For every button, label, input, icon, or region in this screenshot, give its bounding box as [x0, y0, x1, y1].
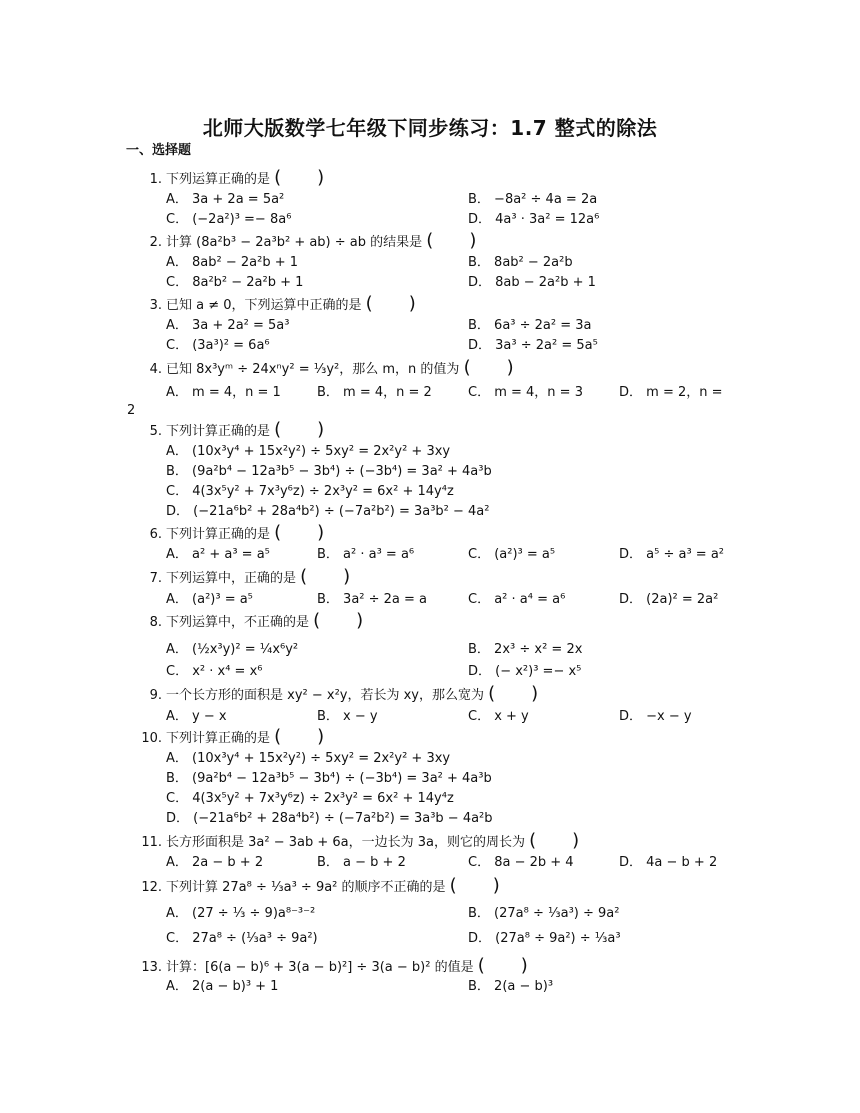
question-stem: 下列运算中，正确的是	[166, 571, 297, 586]
option-c: C． (a²)³ = a⁵	[468, 547, 556, 562]
answer-blank: ( )	[300, 566, 351, 587]
option-c: C． 4(3x⁵y² + 7x³y⁶z) ÷ 2x³y² = 6x² + 14y⁴z	[166, 484, 454, 499]
option-a: A． (a²)³ = a⁵	[166, 592, 253, 607]
question-stem: 下列计算正确的是	[166, 527, 271, 542]
question-stem: 下列计算正确的是	[166, 731, 271, 746]
question-13: 13. 计算：[6(a − b)⁶ + 3(a − b)²] ÷ 3(a − b)² 的值是 ( )	[141, 955, 528, 976]
question-9: 9. 一个长方形的面积是 xy² − x²y，若长为 xy，那么宽为 ( )	[149, 683, 539, 704]
option-c: C． a² · a⁴ = a⁶	[468, 592, 566, 607]
question-stem: 计算：[6(a − b)⁶ + 3(a − b)²] ÷ 3(a − b)² 的值是	[166, 960, 474, 975]
option-a: A． 8ab² − 2a²b + 1	[166, 255, 299, 270]
option-d: D． a⁵ ÷ a³ = a²	[619, 547, 724, 562]
option-c: C． 8a²b² − 2a²b + 1	[166, 275, 304, 290]
question-stem: 一个长方形的面积是 xy² − x²y，若长为 xy，那么宽为	[166, 688, 485, 703]
option-d-wrap: 2	[127, 403, 136, 418]
question-stem: 已知 8x³yᵐ ÷ 24xⁿy² = ⅓y²，那么 m，n 的值为	[166, 362, 460, 377]
answer-blank: ( )	[274, 419, 325, 440]
question-12: 12. 下列计算 27a⁸ ÷ ⅓a³ ÷ 9a² 的顺序不正确的是 ( )	[141, 875, 500, 896]
option-b: B． m = 4，n = 2	[317, 385, 432, 400]
question-2: 2. 计算 (8a²b³ − 2a³b² + ab) ÷ ab 的结果是 ( )	[149, 230, 477, 251]
option-a: A． 3a + 2a = 5a²	[166, 192, 285, 207]
option-a: A． m = 4，n = 1	[166, 385, 281, 400]
option-c: C． x² · x⁴ = x⁶	[166, 664, 263, 679]
option-d: D． −x − y	[619, 709, 692, 724]
question-3: 3. 已知 a ≠ 0，下列运算中正确的是 ( )	[149, 293, 416, 314]
answer-blank: ( )	[313, 610, 364, 631]
answer-blank: ( )	[426, 230, 477, 251]
question-stem: 下列计算正确的是	[166, 424, 271, 439]
option-b: B． x − y	[317, 709, 378, 724]
option-b: B． 8ab² − 2a²b	[468, 255, 573, 270]
option-b: B． a − b + 2	[317, 855, 406, 870]
option-a: A． 3a + 2a² = 5a³	[166, 318, 290, 333]
answer-blank: ( )	[477, 955, 528, 976]
option-d: D． (27a⁸ ÷ 9a²) ÷ ⅓a³	[468, 931, 621, 946]
option-a: A． (10x³y⁴ + 15x²y²) ÷ 5xy² = 2x²y² + 3xy	[166, 751, 451, 766]
option-a: A． (10x³y⁴ + 15x²y²) ÷ 5xy² = 2x²y² + 3xy	[166, 444, 451, 459]
option-c: C． (3a³)² = 6a⁶	[166, 338, 270, 353]
question-4: 4. 已知 8x³yᵐ ÷ 24xⁿy² = ⅓y²，那么 m，n 的值为 ( )	[149, 357, 514, 378]
option-d: D． m = 2，n =	[619, 385, 723, 400]
question-stem: 长方形面积是 3a² − 3ab + 6a，一边长为 3a，则它的周长为	[166, 835, 525, 850]
option-d: D． (2a)² = 2a²	[619, 592, 719, 607]
answer-blank: ( )	[274, 522, 325, 543]
answer-blank: ( )	[463, 357, 514, 378]
question-10: 10. 下列计算正确的是 ( )	[141, 726, 325, 747]
option-b: B． (9a²b⁴ − 12a³b⁵ − 3b⁴) ÷ (−3b⁴) = 3a² + 4a³b	[166, 771, 492, 786]
option-c: C． m = 4，n = 3	[468, 385, 583, 400]
option-c: C． 27a⁸ ÷ (⅓a³ ÷ 9a²)	[166, 931, 318, 946]
option-d: D． 4a − b + 2	[619, 855, 718, 870]
option-d: D． (− x²)³ =− x⁵	[468, 664, 582, 679]
question-8: 8. 下列运算中，不正确的是 ( )	[149, 610, 364, 631]
option-a: A． a² + a³ = a⁵	[166, 547, 270, 562]
option-b: B． −8a² ÷ 4a = 2a	[468, 192, 598, 207]
option-b: B． 2(a − b)³	[468, 979, 554, 994]
option-d: D． 8ab − 2a²b + 1	[468, 275, 596, 290]
option-d: D． 3a³ ÷ 2a² = 5a⁵	[468, 338, 598, 353]
answer-blank: ( )	[529, 830, 580, 851]
option-b: B． 2x³ ÷ x² = 2x	[468, 642, 583, 657]
question-stem: 下列运算正确的是	[166, 172, 271, 187]
option-a: A． y − x	[166, 709, 227, 724]
answer-blank: ( )	[274, 726, 325, 747]
answer-blank: ( )	[488, 683, 539, 704]
question-11: 11. 长方形面积是 3a² − 3ab + 6a，一边长为 3a，则它的周长为 ( )	[141, 830, 580, 851]
option-b: B． (27a⁸ ÷ ⅓a³) ÷ 9a²	[468, 906, 620, 921]
option-b: B． 3a² ÷ 2a = a	[317, 592, 428, 607]
option-b: B． a² · a³ = a⁶	[317, 547, 415, 562]
option-c: C． (−2a²)³ =− 8a⁶	[166, 212, 292, 227]
option-a: A． 2(a − b)³ + 1	[166, 979, 279, 994]
option-a: A． (27 ÷ ⅓ ÷ 9)a⁸⁻³⁻²	[166, 906, 316, 921]
question-1: 1. 下列运算正确的是 ( )	[149, 167, 325, 188]
question-stem: 已知 a ≠ 0，下列运算中正确的是	[166, 298, 362, 313]
question-stem: 下列计算 27a⁸ ÷ ⅓a³ ÷ 9a² 的顺序不正确的是	[166, 880, 446, 895]
option-c: C． 4(3x⁵y² + 7x³y⁶z) ÷ 2x³y² = 6x² + 14y⁴z	[166, 791, 454, 806]
section-heading: 一、选择题	[126, 143, 192, 158]
option-c: C． 8a − 2b + 4	[468, 855, 574, 870]
question-6: 6. 下列计算正确的是 ( )	[149, 522, 325, 543]
answer-blank: ( )	[274, 167, 325, 188]
option-a: A． 2a − b + 2	[166, 855, 264, 870]
answer-blank: ( )	[449, 875, 500, 896]
page-title: 北师大版数学七年级下同步练习：1.7 整式的除法	[202, 116, 658, 140]
option-c: C． x + y	[468, 709, 529, 724]
option-b: B． (9a²b⁴ − 12a³b⁵ − 3b⁴) ÷ (−3b⁴) = 3a² + 4a³b	[166, 464, 492, 479]
option-d: D． (−21a⁶b² + 28a⁴b²) ÷ (−7a²b²) = 3a³b − 4a²b	[166, 811, 493, 826]
answer-blank: ( )	[365, 293, 416, 314]
question-stem: 下列运算中，不正确的是	[166, 615, 310, 630]
question-5: 5. 下列计算正确的是 ( )	[149, 419, 325, 440]
option-b: B． 6a³ ÷ 2a² = 3a	[468, 318, 592, 333]
option-a: A． (½x³y)² = ¼x⁶y²	[166, 642, 299, 657]
question-7: 7. 下列运算中，正确的是 ( )	[149, 566, 351, 587]
question-stem: 计算 (8a²b³ − 2a³b² + ab) ÷ ab 的结果是	[166, 235, 423, 250]
option-d: D． (−21a⁶b² + 28a⁴b²) ÷ (−7a²b²) = 3a³b² − 4a²	[166, 504, 490, 519]
option-d: D． 4a³ · 3a² = 12a⁶	[468, 212, 600, 227]
